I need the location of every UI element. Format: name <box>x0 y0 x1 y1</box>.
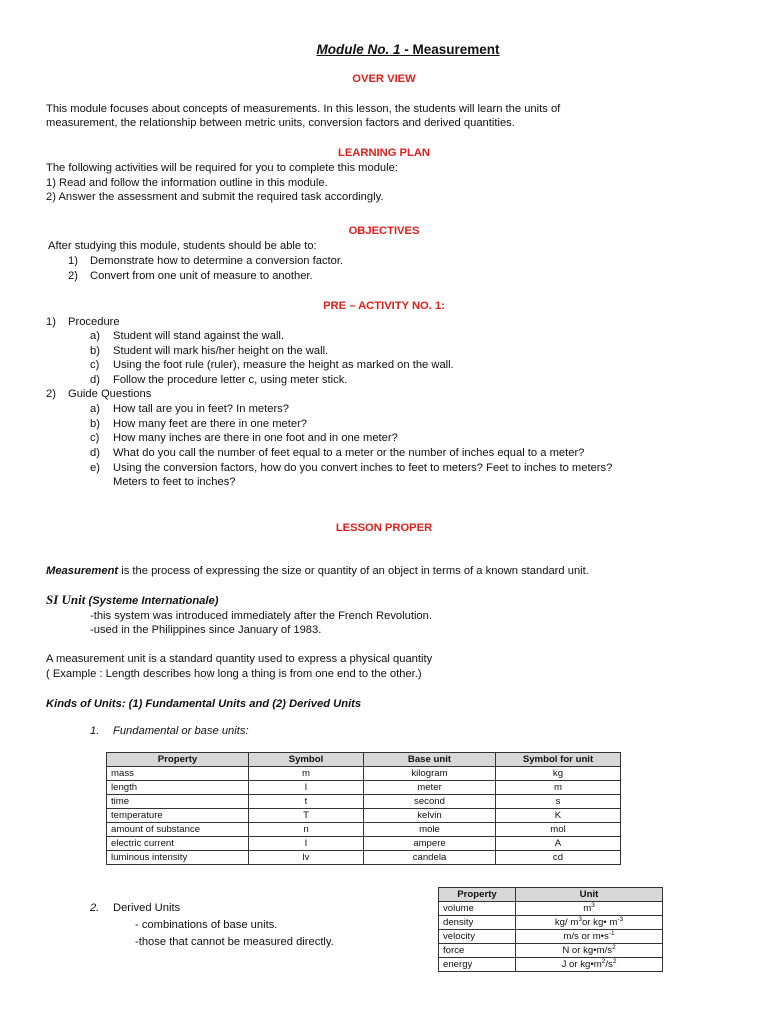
unit-cell <box>516 930 663 944</box>
step-text: Student will stand against the wall. <box>113 330 285 342</box>
guide-label: Guide Questions <box>68 388 152 400</box>
unit-exponent: 3 <box>591 902 595 909</box>
column-header: Property <box>439 888 516 902</box>
step-letter: a) <box>90 330 100 342</box>
table-cell: mol <box>496 823 621 837</box>
objectives-intro: After studying this module, students should be able to: <box>48 240 317 252</box>
table-cell: m <box>249 767 364 781</box>
kinds-of-units: Kinds of Units: (1) Fundamental Units and (2) Derived Units <box>46 698 362 710</box>
unit-exponent: 2 <box>601 958 606 965</box>
definition-term: Measurement <box>46 565 119 577</box>
table-cell: density <box>439 916 516 930</box>
table-cell: mass <box>107 767 249 781</box>
column-header: Property <box>107 753 249 767</box>
unit-text: /s <box>605 959 613 970</box>
table-cell: meter <box>364 781 496 795</box>
base-units-table <box>106 752 621 865</box>
table-cell: ampere <box>364 837 496 851</box>
fundamental-label: Fundamental or base units: <box>113 725 249 737</box>
lesson-proper-heading: LESSON PROPER <box>335 522 433 534</box>
unit-exponent: 2 <box>612 958 617 965</box>
objectives-heading: OBJECTIVES <box>348 225 420 237</box>
pre-activity-heading: PRE – ACTIVITY NO. 1: <box>323 300 445 312</box>
table-cell: s <box>496 795 621 809</box>
question-letter: d) <box>90 447 100 459</box>
table-cell: kg <box>496 767 621 781</box>
question-text: How many inches are there in one foot and in one meter? <box>113 432 398 444</box>
learning-plan-line: The following activities will be required for you to complete this module: <box>46 162 398 174</box>
derived-label: Derived Units <box>113 902 181 914</box>
question-text: Using the conversion factors, how do you convert inches to feet to meters? Feet to inches to meters? <box>113 462 613 474</box>
table-cell: second <box>364 795 496 809</box>
guide-number: 2) <box>46 388 56 400</box>
unit-text: kg/ m <box>554 917 579 928</box>
unit-cell <box>516 944 663 958</box>
table-cell: kilogram <box>364 767 496 781</box>
table-cell: velocity <box>439 930 516 944</box>
table-row <box>439 944 663 958</box>
table-row <box>107 837 621 851</box>
fundamental-number: 1. <box>90 725 100 737</box>
unit-text: or kg• m <box>581 917 618 928</box>
unit-definition: A measurement unit is a standard quantity used to express a physical quantity <box>46 653 433 665</box>
overview-line: This module focuses about concepts of measurements. In this lesson, the students will learn the units of <box>46 103 561 115</box>
learning-plan-heading: LEARNING PLAN <box>338 147 430 159</box>
table-row <box>107 851 621 865</box>
si-unit-line: -used in the Philippines since January of 1983. <box>90 624 322 636</box>
procedure-label: Procedure <box>68 316 120 328</box>
table-row <box>107 795 621 809</box>
unit-cell <box>516 958 663 972</box>
objective-text: Convert from one unit of measure to another. <box>90 270 313 282</box>
step-text: Student will mark his/her height on the wall. <box>113 345 329 357</box>
measurement-definition: Measurement is the process of expressing the size or quantity of an object in terms of a known standard unit. <box>46 565 589 577</box>
question-letter: e) <box>90 462 100 474</box>
table-row <box>439 958 663 972</box>
module-topic: Measurement <box>412 42 500 57</box>
step-letter: d) <box>90 374 100 386</box>
objective-text: Demonstrate how to determine a conversion factor. <box>90 255 344 267</box>
table-cell: length <box>107 781 249 795</box>
learning-plan-line: 2) Answer the assessment and submit the required task accordingly. <box>46 191 384 203</box>
si-unit-heading: SI Unit (Systeme Internationale) <box>46 592 219 607</box>
unit-text: m/s or m•s <box>563 931 609 942</box>
objective-number: 1) <box>68 255 78 267</box>
step-text: Follow the procedure letter c, using meter stick. <box>113 374 348 386</box>
table-row <box>107 767 621 781</box>
objective-number: 2) <box>68 270 78 282</box>
unit-cell <box>516 916 663 930</box>
unit-text: m <box>583 903 592 914</box>
column-header: Unit <box>516 888 663 902</box>
table-cell: force <box>439 944 516 958</box>
derived-line: -those that cannot be measured directly. <box>135 936 334 948</box>
table-cell: l <box>249 781 364 795</box>
table-cell: volume <box>439 902 516 916</box>
step-letter: c) <box>90 359 100 371</box>
overview-line: measurement, the relationship between metric units, conversion factors and derived quantities. <box>46 117 515 129</box>
table-cell: lv <box>249 851 364 865</box>
table-cell: temperature <box>107 809 249 823</box>
question-text: What do you call the number of feet equal to a meter or the number of inches equal to a meter? <box>113 447 585 459</box>
unit-exponent: 2 <box>612 944 616 951</box>
unit-exponent: -1 <box>608 930 615 937</box>
table-cell: I <box>249 837 364 851</box>
derived-line: - combinations of base units. <box>135 919 278 931</box>
unit-cell <box>516 902 663 916</box>
question-text: How many feet are there in one meter? <box>113 418 308 430</box>
unit-text: J or kg•m <box>561 959 602 970</box>
si-unit-term: SI Unit <box>46 592 86 607</box>
module-number: Module No. 1 <box>316 42 401 57</box>
table-cell: energy <box>439 958 516 972</box>
table-header-row <box>107 753 621 767</box>
table-cell: time <box>107 795 249 809</box>
si-unit-line: -this system was introduced immediately after the French Revolution. <box>90 610 432 622</box>
derived-number: 2. <box>90 902 100 914</box>
unit-example: ( Example : Length describes how long a thing is from one end to the other.) <box>46 668 422 680</box>
module-title: Module No. 1 - Measurement <box>316 42 500 57</box>
table-cell: K <box>496 809 621 823</box>
table-cell: amount of substance <box>107 823 249 837</box>
question-continuation: Meters to feet to inches? <box>113 476 236 488</box>
table-row <box>439 916 663 930</box>
column-header: Base unit <box>364 753 496 767</box>
table-header-row <box>439 888 663 902</box>
table-cell: t <box>249 795 364 809</box>
unit-exponent: -3 <box>617 916 624 923</box>
procedure-number: 1) <box>46 316 56 328</box>
question-letter: c) <box>90 432 100 444</box>
table-row <box>107 781 621 795</box>
table-cell: n <box>249 823 364 837</box>
table-row <box>107 823 621 837</box>
table-row <box>439 902 663 916</box>
column-header: Symbol <box>249 753 364 767</box>
table-cell: candela <box>364 851 496 865</box>
derived-units-table <box>438 887 663 972</box>
column-header: Symbol for unit <box>496 753 621 767</box>
unit-text: N or kg•m/s <box>562 945 613 956</box>
table-row <box>107 809 621 823</box>
table-cell: luminous intensity <box>107 851 249 865</box>
table-cell: cd <box>496 851 621 865</box>
table-cell: mole <box>364 823 496 837</box>
table-cell: m <box>496 781 621 795</box>
table-row <box>439 930 663 944</box>
overview-heading: OVER VIEW <box>352 73 416 85</box>
question-letter: a) <box>90 403 100 415</box>
table-cell: A <box>496 837 621 851</box>
step-letter: b) <box>90 345 100 357</box>
question-letter: b) <box>90 418 100 430</box>
step-text: Using the foot rule (ruler), measure the height as marked on the wall. <box>113 359 454 371</box>
learning-plan-line: 1) Read and follow the information outline in this module. <box>46 177 328 189</box>
table-cell: T <box>249 809 364 823</box>
table-cell: electric current <box>107 837 249 851</box>
question-text: How tall are you in feet? In meters? <box>113 403 289 415</box>
unit-exponent: 3 <box>578 916 582 923</box>
table-cell: kelvin <box>364 809 496 823</box>
